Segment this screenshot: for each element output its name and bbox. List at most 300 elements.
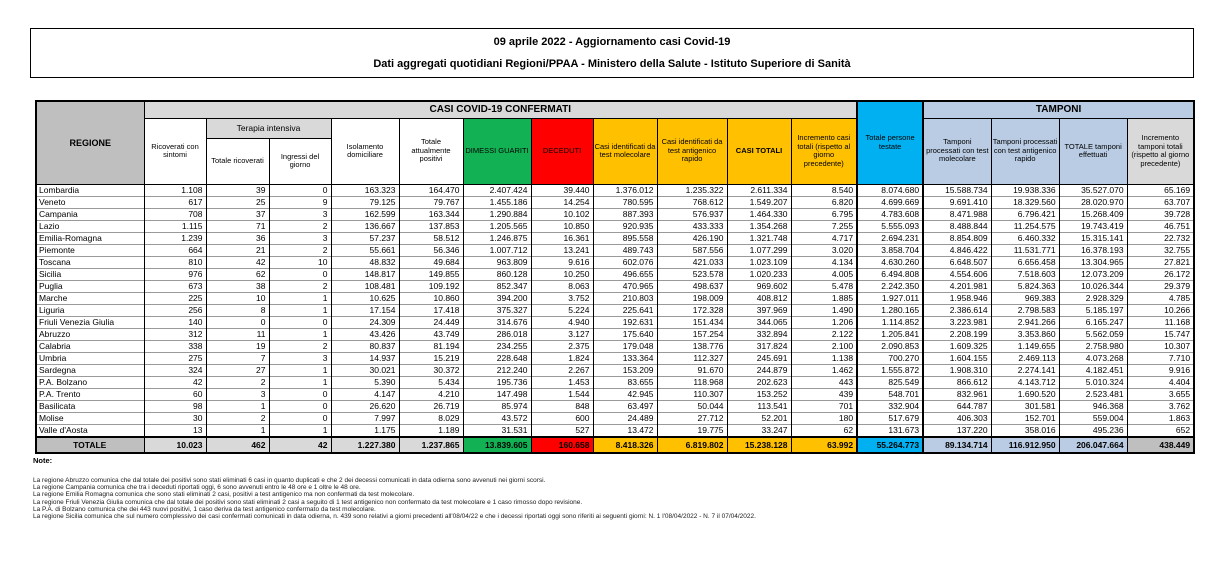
cell: 408.812 — [727, 292, 791, 304]
cell: 438.449 — [1127, 437, 1194, 453]
cell: 10.250 — [531, 268, 593, 280]
cell: 52.201 — [727, 412, 791, 424]
cell: 1.908.310 — [923, 364, 991, 376]
cell: 2 — [269, 340, 331, 352]
cell: 152.701 — [991, 412, 1059, 424]
cell: 30.372 — [399, 364, 463, 376]
cell: 1.453 — [531, 376, 593, 388]
region-name: Marche — [36, 292, 144, 304]
cell: 406.303 — [923, 412, 991, 424]
cell: 10.102 — [531, 208, 593, 220]
cell: 85.974 — [463, 400, 531, 412]
cell: 6.819.802 — [657, 437, 727, 453]
group-header-tamponi: TAMPONI — [923, 101, 1194, 118]
cell: 4.005 — [791, 268, 857, 280]
cell: 701 — [791, 400, 857, 412]
cell: 4.134 — [791, 256, 857, 268]
cell: 4.717 — [791, 232, 857, 244]
cell: 6.795 — [791, 208, 857, 220]
cell: 8.063 — [531, 280, 593, 292]
cell: 314.676 — [463, 316, 531, 328]
cell: 3.127 — [531, 328, 593, 340]
cell: 9.616 — [531, 256, 593, 268]
cell: 1.205.565 — [463, 220, 531, 232]
cell: 2 — [269, 280, 331, 292]
cell: 15.747 — [1127, 328, 1194, 340]
cell: 2.100 — [791, 340, 857, 352]
cell: 19.743.419 — [1059, 220, 1127, 232]
cell: 5.562.059 — [1059, 328, 1127, 340]
cell: 4.201.981 — [923, 280, 991, 292]
cell: 4.630.260 — [857, 256, 923, 268]
cell: 163.344 — [399, 208, 463, 220]
table-row — [36, 232, 1194, 244]
cell: 46.751 — [1127, 220, 1194, 232]
cell: 433.333 — [657, 220, 727, 232]
cell: 8.854.809 — [923, 232, 991, 244]
cell: 10.860 — [399, 292, 463, 304]
cell: 3 — [206, 388, 269, 400]
cell: 11.531.771 — [991, 244, 1059, 256]
cell: 301.581 — [991, 400, 1059, 412]
cell: 358.016 — [991, 424, 1059, 437]
cell: 13 — [144, 424, 206, 437]
cell: 810 — [144, 256, 206, 268]
cell: 1.555.872 — [857, 364, 923, 376]
region-name: Abruzzo — [36, 328, 144, 340]
col-header-attualmente-positivi: Totale attualmente positivi — [399, 118, 463, 184]
cell: 15.268.409 — [1059, 208, 1127, 220]
cell: 15.588.734 — [923, 184, 991, 196]
cell: 6.648.507 — [923, 256, 991, 268]
cell: 10.625 — [331, 292, 399, 304]
cell: 4.785 — [1127, 292, 1194, 304]
table-row — [36, 208, 1194, 220]
cell: 523.578 — [657, 268, 727, 280]
cell: 149.855 — [399, 268, 463, 280]
table-row — [36, 256, 1194, 268]
cell: 1.321.748 — [727, 232, 791, 244]
cell: 50.044 — [657, 400, 727, 412]
col-header-tamponi-molecolare: Tamponi processati con test molecolare — [923, 118, 991, 184]
cell: 4.210 — [399, 388, 463, 400]
cell: 3.353.860 — [991, 328, 1059, 340]
cell: 38 — [206, 280, 269, 292]
cell: 63.497 — [593, 400, 657, 412]
table-row — [36, 280, 1194, 292]
cell: 16.378.193 — [1059, 244, 1127, 256]
cell: 172.328 — [657, 304, 727, 316]
cell: 35.527.070 — [1059, 184, 1127, 196]
cell: 1.376.012 — [593, 184, 657, 196]
cell: 312 — [144, 328, 206, 340]
cell: 517.679 — [857, 412, 923, 424]
cell: 10.307 — [1127, 340, 1194, 352]
cell: 13.472 — [593, 424, 657, 437]
cell: 5.478 — [791, 280, 857, 292]
cell: 7.997 — [331, 412, 399, 424]
note-line: La P.A. di Bolzano comunica che dei 443 nuovi positivi, 1 caso deriva da test antigenico confermato da test molecolare. — [33, 505, 376, 513]
cell: 0 — [206, 316, 269, 328]
cell: 4.940 — [531, 316, 593, 328]
cell: 55.661 — [331, 244, 399, 256]
table-row — [36, 316, 1194, 328]
cell: 397.969 — [727, 304, 791, 316]
cell: 15.219 — [399, 352, 463, 364]
cell: 1.239 — [144, 232, 206, 244]
cell: 6.460.332 — [991, 232, 1059, 244]
cell: 1.462 — [791, 364, 857, 376]
cell: 0 — [269, 316, 331, 328]
cell: 8 — [206, 304, 269, 316]
cell: 14.254 — [531, 196, 593, 208]
notes-list — [33, 477, 1193, 520]
cell: 1.023.109 — [727, 256, 791, 268]
cell: 153.252 — [727, 388, 791, 400]
cell: 5.390 — [331, 376, 399, 388]
cell: 1.206 — [791, 316, 857, 328]
cell: 39 — [206, 184, 269, 196]
cell: 27.821 — [1127, 256, 1194, 268]
cell: 164.470 — [399, 184, 463, 196]
cell: 36 — [206, 232, 269, 244]
cell: 866.612 — [923, 376, 991, 388]
cell: 0 — [269, 400, 331, 412]
cell: 286.018 — [463, 328, 531, 340]
cell: 63.992 — [791, 437, 857, 453]
cell: 4.846.422 — [923, 244, 991, 256]
cell: 109.192 — [399, 280, 463, 292]
cell: 228.648 — [463, 352, 531, 364]
region-name: Calabria — [36, 340, 144, 352]
col-header-ingressi-giorno: Ingressi del giorno — [269, 138, 331, 184]
cell: 1.549.207 — [727, 196, 791, 208]
cell: 11 — [206, 328, 269, 340]
cell: 780.595 — [593, 196, 657, 208]
cell: 495.236 — [1059, 424, 1127, 437]
region-name: Toscana — [36, 256, 144, 268]
cell: 26.620 — [331, 400, 399, 412]
cell: 0 — [269, 184, 331, 196]
table-body — [36, 184, 1194, 453]
cell: 1.007.712 — [463, 244, 531, 256]
cell: 527 — [531, 424, 593, 437]
cell: 42 — [206, 256, 269, 268]
cell: 2.523.481 — [1059, 388, 1127, 400]
cell: 195.736 — [463, 376, 531, 388]
cell: 421.033 — [657, 256, 727, 268]
cell: 2.090.853 — [857, 340, 923, 352]
cell: 1.690.520 — [991, 388, 1059, 400]
cell: 8.540 — [791, 184, 857, 196]
cell: 192.631 — [593, 316, 657, 328]
cell: 15.315.141 — [1059, 232, 1127, 244]
cell: 62 — [791, 424, 857, 437]
cell: 81.194 — [399, 340, 463, 352]
col-header-totale-ricoverati: Totale ricoverati — [206, 138, 269, 184]
cell: 157.254 — [657, 328, 727, 340]
cell: 108.481 — [331, 280, 399, 292]
cell: 617 — [144, 196, 206, 208]
cell: 42 — [269, 437, 331, 453]
cell: 26.719 — [399, 400, 463, 412]
cell: 4.404 — [1127, 376, 1194, 388]
group-header-terapia-intensiva: Terapia intensiva — [206, 118, 331, 138]
cell: 13.241 — [531, 244, 593, 256]
cell: 147.498 — [463, 388, 531, 400]
cell: 8.029 — [399, 412, 463, 424]
cell: 244.879 — [727, 364, 791, 376]
cell: 6.165.247 — [1059, 316, 1127, 328]
cell: 1.885 — [791, 292, 857, 304]
cell: 2.694.231 — [857, 232, 923, 244]
cell: 16.361 — [531, 232, 593, 244]
cell: 234.255 — [463, 340, 531, 352]
cell: 496.655 — [593, 268, 657, 280]
cell: 55.264.773 — [857, 437, 923, 453]
region-name: Puglia — [36, 280, 144, 292]
table-row — [36, 340, 1194, 352]
table-row — [36, 352, 1194, 364]
cell: 8.074.680 — [857, 184, 923, 196]
col-header-dimessi-guariti: DIMESSI GUARITI — [463, 118, 531, 184]
cell: 24.449 — [399, 316, 463, 328]
cell: 832.961 — [923, 388, 991, 400]
cell: 768.612 — [657, 196, 727, 208]
cell: 57.237 — [331, 232, 399, 244]
cell: 148.817 — [331, 268, 399, 280]
table-row — [36, 292, 1194, 304]
cell: 25 — [206, 196, 269, 208]
cell: 1.114.852 — [857, 316, 923, 328]
cell: 1 — [269, 328, 331, 340]
cell: 2.386.614 — [923, 304, 991, 316]
table-row — [36, 196, 1194, 208]
cell: 587.556 — [657, 244, 727, 256]
cell: 112.327 — [657, 352, 727, 364]
cell: 79.767 — [399, 196, 463, 208]
region-name: TOTALE — [36, 437, 144, 453]
cell: 63.707 — [1127, 196, 1194, 208]
cell: 946.368 — [1059, 400, 1127, 412]
cell: 31.531 — [463, 424, 531, 437]
cell: 133.364 — [593, 352, 657, 364]
cell: 3.655 — [1127, 388, 1194, 400]
cell: 4.143.712 — [991, 376, 1059, 388]
region-name: Molise — [36, 412, 144, 424]
col-header-deceduti: DECEDUTI — [531, 118, 593, 184]
cell: 0 — [269, 268, 331, 280]
cell: 920.935 — [593, 220, 657, 232]
cell: 160.658 — [531, 437, 593, 453]
cell: 19 — [206, 340, 269, 352]
region-name: Liguria — [36, 304, 144, 316]
note-line: La regione Campania comunica che tra i deceduti riportati oggi, 6 sono avvenuti entro le 48 ore e 1 oltre le 48 ore. — [33, 484, 361, 492]
cell: 275 — [144, 352, 206, 364]
cell: 137.853 — [399, 220, 463, 232]
cell: 644.787 — [923, 400, 991, 412]
cell: 65.169 — [1127, 184, 1194, 196]
table-row — [36, 412, 1194, 424]
cell: 4.554.606 — [923, 268, 991, 280]
col-header-regione: REGIONE — [36, 101, 144, 184]
cell: 180 — [791, 412, 857, 424]
table-row — [36, 388, 1194, 400]
cell: 10.850 — [531, 220, 593, 232]
cell: 56.346 — [399, 244, 463, 256]
report-subtitle: Dati aggregati quotidiani Regioni/PPAA - Ministero della Salute - Istituto Superiore di Sanità — [373, 58, 851, 70]
cell: 1 — [269, 304, 331, 316]
cell: 13.839.605 — [463, 437, 531, 453]
cell: 33.247 — [727, 424, 791, 437]
cell: 4.182.451 — [1059, 364, 1127, 376]
cell: 324 — [144, 364, 206, 376]
cell: 9 — [269, 196, 331, 208]
cell: 153.209 — [593, 364, 657, 376]
col-header-casi-antigenico: Casi identificati da test antigenico rapido — [657, 118, 727, 184]
cell: 83.655 — [593, 376, 657, 388]
cell: 559.004 — [1059, 412, 1127, 424]
region-name: Sardegna — [36, 364, 144, 376]
cell: 887.393 — [593, 208, 657, 220]
cell: 3.020 — [791, 244, 857, 256]
cell: 470.965 — [593, 280, 657, 292]
cell: 2 — [206, 412, 269, 424]
cell: 19.938.336 — [991, 184, 1059, 196]
cell: 116.912.950 — [991, 437, 1059, 453]
cell: 27 — [206, 364, 269, 376]
cell: 24.489 — [593, 412, 657, 424]
cell: 138.776 — [657, 340, 727, 352]
cell: 1.138 — [791, 352, 857, 364]
cell: 136.667 — [331, 220, 399, 232]
cell: 2.122 — [791, 328, 857, 340]
cell: 3 — [269, 208, 331, 220]
cell: 1.246.875 — [463, 232, 531, 244]
table-row — [36, 376, 1194, 388]
cell: 43.426 — [331, 328, 399, 340]
cell: 664 — [144, 244, 206, 256]
cell: 3.752 — [531, 292, 593, 304]
cell: 21 — [206, 244, 269, 256]
cell: 10.023 — [144, 437, 206, 453]
cell: 8.488.844 — [923, 220, 991, 232]
cell: 58.512 — [399, 232, 463, 244]
cell: 9.691.410 — [923, 196, 991, 208]
cell: 5.555.093 — [857, 220, 923, 232]
cell: 245.691 — [727, 352, 791, 364]
cell: 969.602 — [727, 280, 791, 292]
table-row — [36, 424, 1194, 437]
cell: 7.710 — [1127, 352, 1194, 364]
cell: 48.832 — [331, 256, 399, 268]
cell: 9.916 — [1127, 364, 1194, 376]
cell: 3.223.981 — [923, 316, 991, 328]
cell: 151.434 — [657, 316, 727, 328]
cell: 2.798.583 — [991, 304, 1059, 316]
cell: 394.200 — [463, 292, 531, 304]
cell: 1.020.233 — [727, 268, 791, 280]
cell: 2.242.350 — [857, 280, 923, 292]
cell: 576.937 — [657, 208, 727, 220]
col-header-incremento-tamponi: Incremento tamponi totali (rispetto al giorno precedente) — [1127, 118, 1194, 184]
cell: 1.175 — [331, 424, 399, 437]
cell: 443 — [791, 376, 857, 388]
cell: 29.379 — [1127, 280, 1194, 292]
cell: 256 — [144, 304, 206, 316]
cell: 79.125 — [331, 196, 399, 208]
cell: 212.240 — [463, 364, 531, 376]
cell: 10.266 — [1127, 304, 1194, 316]
cell: 338 — [144, 340, 206, 352]
cell: 4.783.608 — [857, 208, 923, 220]
cell: 11.254.575 — [991, 220, 1059, 232]
cell: 30 — [144, 412, 206, 424]
cell: 225 — [144, 292, 206, 304]
cell: 198.009 — [657, 292, 727, 304]
cell: 600 — [531, 412, 593, 424]
cell: 5.434 — [399, 376, 463, 388]
note-line: La regione Friuli Venezia Giulia comunica che dal totale dei positivi sono stati eliminati 2 casi a seguito di 1 test antigenico non confermato da test molecolare e 1 caso rimosso dopo revisione. — [33, 498, 583, 506]
cell: 548.701 — [857, 388, 923, 400]
cell: 1.464.330 — [727, 208, 791, 220]
cell: 1.077.299 — [727, 244, 791, 256]
cell: 1 — [206, 400, 269, 412]
cell: 708 — [144, 208, 206, 220]
cell: 1.290.884 — [463, 208, 531, 220]
cell: 27.712 — [657, 412, 727, 424]
cell: 43.749 — [399, 328, 463, 340]
cell: 3.762 — [1127, 400, 1194, 412]
cell: 13.304.965 — [1059, 256, 1127, 268]
cell: 1.824 — [531, 352, 593, 364]
cell: 2.375 — [531, 340, 593, 352]
cell: 2.941.266 — [991, 316, 1059, 328]
cell: 6.494.808 — [857, 268, 923, 280]
cell: 1.108 — [144, 184, 206, 196]
cell: 2.469.113 — [991, 352, 1059, 364]
cell: 332.894 — [727, 328, 791, 340]
cell: 2 — [269, 220, 331, 232]
report-title: 09 aprile 2022 - Aggiornamento casi Covid-19 — [493, 36, 731, 48]
cell: 91.670 — [657, 364, 727, 376]
cell: 489.743 — [593, 244, 657, 256]
cell: 15.238.128 — [727, 437, 791, 453]
cell: 375.327 — [463, 304, 531, 316]
cell: 11.168 — [1127, 316, 1194, 328]
cell: 1 — [269, 364, 331, 376]
cell: 1.280.165 — [857, 304, 923, 316]
cell: 137.220 — [923, 424, 991, 437]
total-row — [36, 437, 1194, 453]
cell: 2.267 — [531, 364, 593, 376]
cell: 43.572 — [463, 412, 531, 424]
col-header-persone-testate: Totale persone testate — [857, 101, 923, 184]
table-header — [36, 101, 1194, 184]
table-row — [36, 400, 1194, 412]
cell: 895.558 — [593, 232, 657, 244]
col-header-tamponi-antigenico: Tamponi processati con test antigenico rapido — [991, 118, 1059, 184]
cell: 1.149.655 — [991, 340, 1059, 352]
table-row — [36, 268, 1194, 280]
table-row — [36, 304, 1194, 316]
cell: 17.154 — [331, 304, 399, 316]
note-line: La regione Abruzzo comunica che dal totale dei positivi sono stati eliminati 6 casi in quanto duplicati e che 2 dei decessi comunicati in data odierna sono avvenuti nei giorni scorsi. — [33, 477, 546, 484]
cell: 1.227.380 — [331, 437, 399, 453]
note-line: La regione Emilia Romagna comunica che sono stati eliminati 2 casi, positivi a test antigenico ma non confermati da test molecolare. — [33, 491, 415, 499]
cell: 37 — [206, 208, 269, 220]
cell: 62 — [206, 268, 269, 280]
